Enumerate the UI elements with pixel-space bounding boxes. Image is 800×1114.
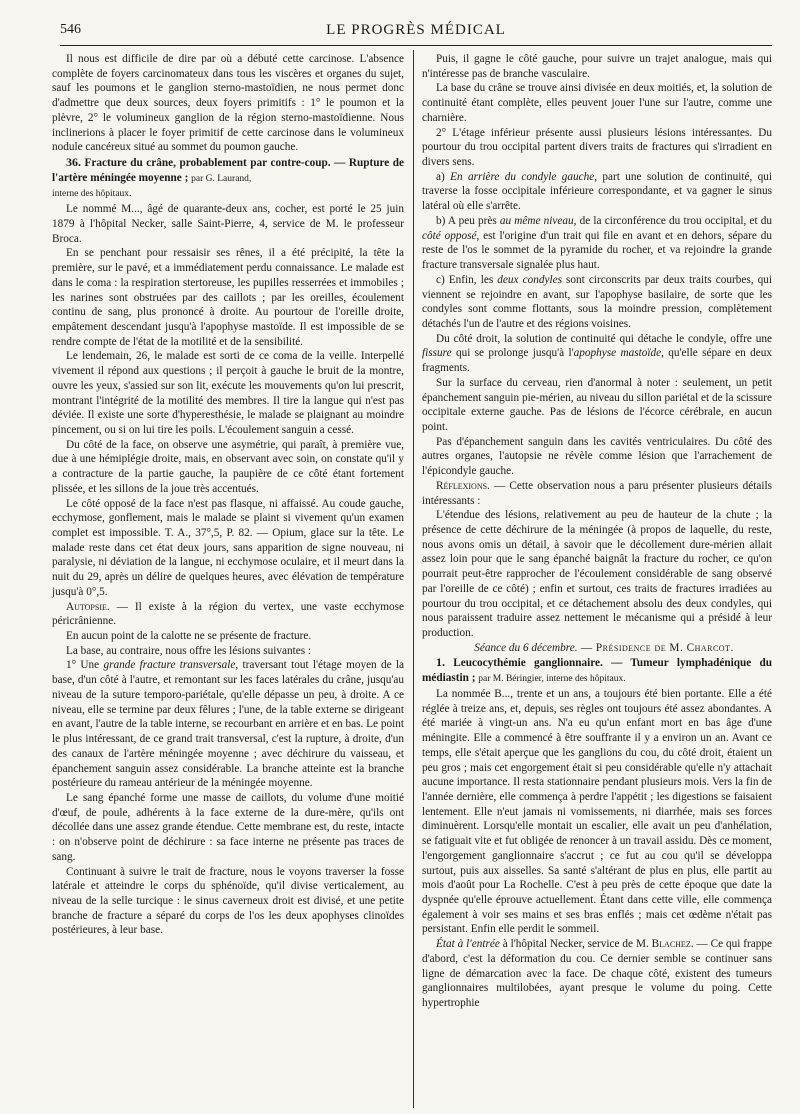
paragraph: Le côté opposé de la face n'est pas flasque, ni affaissé. Au coude gauche, ecchymose, gonflement, mais le malade se plaint si vivement qu'un examen complet est impossible. T. A., 37°,5, P. 82. — Opium, glace sur la tête. Le malade reste dans cet état deux jours, sans apparition de signe nouveau, ni paralysie, ni déviation de la langue, ni ecchymose oculaire, et il meurt dans la nuit du 29, après un délire de quelques heures, avec élévation de température jusqu'à 0°,5. [52, 497, 404, 598]
emphasis: En arrière du condyle gauche [450, 170, 595, 183]
paragraph [52, 600, 404, 629]
paragraph-text: — Il existe à la région du vertex, une vaste ecchymose péricrânienne. [52, 600, 404, 628]
article-number: 1. [436, 655, 445, 670]
paragraph: L'étendue des lésions, relativement au peu de hauteur de la chute ; la présence de cette déchirure de la méningée (à propos de laquelle, du reste, nous avons omis un détail, à savoir que le décollement dure-mérien allait assez loin pour que le sang épanché baignât la fracture du rocher, ce qu'on pourrait peut-être rapprocher de l'écoulement considérable de sang observé par l'oreille de ce côté) ; enfin et surtout, ces traits de fractures irradiées au pourtour du trou occipital, et ce détachement absolu des deux condyles, qui nous paraissent traduire assez nettement le mécanisme qui a présidé à leur production. [422, 509, 772, 640]
section-label: Autopsie. [66, 600, 110, 613]
emphasis: grande fracture transversale [103, 659, 236, 672]
paragraph-text: , qu'elle sépare en deux fragments. [422, 347, 772, 375]
article-author: par M. Béringier, interne des hôpitaux. [478, 674, 626, 685]
paragraph-text: Du côté droit, la solution de continuité qui détache le condyle, offre une [436, 332, 772, 345]
paragraph-text: . — Ce qui frappe d'abord, c'est la déformation du cou. Ce dernier semble se continuer sans ligne de démarcation avec la face. De chaque côté, existent des tumeurs ganglionnaires multilobées, ayant presque le volume du poing. Cette hypertrophie [422, 938, 772, 1009]
paragraph [422, 479, 772, 508]
right-column [422, 52, 772, 1011]
page-number: 546 [60, 22, 81, 37]
paragraph-text: sont circonscrits par deux traits courbes, qui viennent se rejoindre en avant, sur l'apophyse basilaire, de sorte que les condyles sont comme flottants, sous la moindre pression, complètement détachés l'un de l'autre et des régions voisines. [422, 273, 772, 330]
paragraph-text: , traversant tout l'étage moyen de la base, d'un côté à l'autre, et remontant sur les faces latérales du crâne, jusqu'au niveau de la suture temporo-pariétale, qu'elle dépasse un peu, à droite. A ce niveau, elle se termine par deux fêlures ; l'une, de la table externe se dirigeant en avant, l'autre de la table interne, se recourbant en arrière et en bas. Le point le plus intéressant, de ce grand trait transversal, c'est la rupture, à droite, d'un des canaux de l'artère méningée moyenne ; avec déchirure du vaisseau, et épanchement sanguin assez considérable. La branche atteinte est la branche postérieure du rameau antérieur de la méningée moyenne. [52, 659, 404, 790]
emphasis: fissure [422, 347, 452, 360]
paragraph [422, 214, 772, 273]
paragraph [422, 273, 772, 332]
left-column [52, 52, 404, 938]
paragraph [422, 332, 772, 376]
paragraph-text: 1° Une [66, 659, 104, 672]
paragraph: Le lendemain, 26, le malade est sorti de ce coma de la veille. Interpellé vivement il répond aux questions ; il perçoit à gauche le bruit de la montre, ouvre les yeux, s'assied sur son lit, exécute les mouvements qu'on lui prescrit, montrant l'intégrité de la motilité des membres. Il tire la langue qui n'est pas déviée. Il existe une sorte d'hyperesthésie, le malade se plaignant au moindre pincement, ou si on lui tire les poils. L'écoulement sanguin a cessé. [52, 350, 404, 436]
paragraph-text: c) Enfin, les [436, 273, 498, 286]
journal-title: LE PROGRÈS MÉDICAL [326, 22, 506, 38]
paragraph-text: , de la circonférence du trou occipital, et du [573, 214, 772, 227]
session-president: — Présidence de M. Charcot. [577, 641, 734, 654]
paragraph-text: , est l'origine d'un trait qui file en avant et en dehors, sépare du reste de l'os le sommet de la pyramide du rocher, et va rejoindre la grande fracture transversale signalée plus haut. [422, 229, 773, 272]
session-heading [422, 641, 772, 656]
paragraph: La nommée B..., trente et un ans, a toujours été bien portante. Elle a été réglée à treize ans, et, depuis, ses règles ont toujours été assez abondantes. A été mariée à vingt-un ans. N'a eu qu'un enfant mort en bas âge d'une méningite. Elle a commencé à être souffrante il y a environ un an. Avant ce temps, elle s'était aperçue que les ganglions du cou, du côté droit, étaient un peu gros ; mais cet engorgement était si peu considérable qu'elle n'y attachait aucune importance. Il resta stationnaire pendant plusieurs mois. Vers la fin de l'année dernière, elle commença à perdre l'appétit ; les digestions se faisaient lentement. Elle n'eut jamais ni vomissements, ni diarrhée, mais ses forces diminuèrent. Lorsqu'elle montait un escalier, elle avait un peu d'anhélation, se fatiguait vite et fut obligée de renoncer à un travail assidu. Dès ce moment, l'engorgement ganglionnaire s'accrut ; ce fut au cou qu'il se développa surtout, puis aux aisselles. Sa santé s'altérant de plus en plus, elle partit au mois d'août pour La Rochelle. C'est à peu près de cette époque que date la dyspnée qu'elle éprouve actuellement. Étant dans cette ville, elle commença également à voir ses mains et ses bras enflés ; mais cet œdème n'était pas persistant. Enfin elle perdit le sommeil. [422, 687, 772, 936]
paragraph: La base, au contraire, nous offre les lésions suivantes : [66, 644, 312, 657]
paragraph-text: , part une solution de continuité, qui traverse la fosse occipitale inférieure correspondante, et va gagner le sinus latéral où elle s'arrête. [422, 170, 772, 213]
article-number: 36. [66, 155, 81, 170]
physician-name: Blachez [651, 938, 691, 951]
paragraph [422, 170, 772, 214]
paragraph-text: qui se prolonge jusqu'à l' [451, 347, 574, 360]
emphasis: deux condyles [497, 273, 562, 286]
paragraph-text: à l'hôpital Necker, service de M. [499, 938, 652, 951]
header-rule [60, 45, 772, 46]
paragraph: Pas d'épanchement sanguin dans les cavités ventriculaires. Du côté des autres organes, l'autopsie ne révèle comme lésion que l'arrachement de l'épicondyle gauche. [422, 435, 772, 478]
page-header [60, 22, 772, 44]
paragraph: Sur la surface du cerveau, rien d'anormal à noter : seulement, un petit épanchement sanguin pie-mérien, au niveau du sillon pariétal et de la scissure occipitale externe gauche. Pas de lésions de l'écorce cérébrale, en aucun point. [422, 376, 772, 433]
article-author-role: interne des hôpitaux. [52, 189, 132, 200]
paragraph [422, 937, 772, 1011]
paragraph: En se penchant pour ressaisir ses rênes, il a été précipité, la tête la première, sur le pavé, et a immédiatement perdu connaissance. Le malade est dans le coma : la respiration stertoreuse, les pupilles resserrées et immobiles ; les narines sont obstruées par des caillots ; par les oreilles, écoulement continu de sang, plus prononcé à droite. Au pourtour de l'oreille droite, empâtement descendant jusqu'à l'apophyse mastoïde. Il est impossible de se rendre compte de l'état de la motilité et de la sensibilité. [52, 247, 404, 348]
emphasis: côté opposé [422, 229, 477, 242]
paragraph-text: b) A peu près [436, 214, 500, 227]
paragraph: Du côté de la face, on observe une asymétrie, qui paraît, à première vue, due à une hémiplégie droite, mais, en observant avec soin, on constate qu'il y a contracture de la partie gauche, la paupière de ce côté étant fortement plissée, et les sillons de la joue très accentués. [52, 438, 404, 495]
paragraph-text: — Cette observation nous a paru présenter plusieurs détails intéressants : [422, 479, 772, 507]
paragraph: 2° L'étage inférieur présente aussi plusieurs lésions intéressantes. Du pourtour du trou occipital partent divers traits de fractures qui s'irradient en divers sens. [422, 126, 772, 169]
paragraph: Il nous est difficile de dire par où a débuté cette carcinose. L'absence complète de foyers carcinomateux dans tous les viscères et organes du sujet, sauf les poumons et le ganglion sterno-mastoïdien, ne nous permet donc d'admettre que deux sources, deux foyers primitifs : 1° le poumon et la plèvre, 2° le volumineux ganglion de la région sterno-mastoïdienne. Nous inclinerions à placer le foyer primitif de cette carcinose dans le volumineux nodule cancéreux situé au sommet du poumon gauche. [52, 53, 404, 154]
paragraph: Le sang épanché forme une masse de caillots, du volume d'une moitié d'œuf, de poule, adhérents à la face externe de la dure-mère, qu'ils ont décollée dans une assez grande étendue. Cette membrane est, du reste, intacte : on n'observe point de déchirure : sa face interne ne présente pas traces de sang. [52, 791, 404, 863]
section-label: Réflexions. [436, 479, 490, 492]
paragraph: Puis, il gagne le côté gauche, pour suivre un trajet analogue, mais qui n'intéresse pas de branche vasculaire. [422, 53, 772, 80]
article-title: Fracture du crâne, probablement par contre-coup. — Rupture de l'artère méningée moyenne ; [52, 157, 405, 184]
article-heading [52, 155, 404, 202]
article-author: par G. Laurand, [191, 173, 252, 184]
emphasis: apophyse mastoïde [573, 347, 662, 360]
paragraph: Continuant à suivre le trait de fracture, nous le voyons traverser la fosse latérale et atteindre le corps du sphénoïde, qu'il divise verticalement, au niveau de la selle turcique : le sinus caverneux droit est divisé, et une petite branche de fracture a séparé du corps de l'os les deux apophyses clinoïdes postérieures, à leur base. [52, 865, 404, 937]
column-divider [413, 50, 414, 1108]
paragraph: Le nommé M..., âgé de quarante-deux ans, cocher, est porté le 25 juin 1879 à l'hôpital Necker, salle Saint-Pierre, 4, service de M. le professeur Broca. [52, 203, 404, 245]
article-heading [422, 655, 772, 686]
paragraph-text: a) [436, 170, 451, 183]
emphasis: État à l'entrée [436, 938, 500, 951]
paragraph: En aucun point de la calotte ne se présente de fracture. [66, 630, 312, 643]
paragraph [52, 658, 404, 790]
article-title: Leucocythémie ganglionnaire. — Tumeur lymphadénique du médiastin ; [422, 657, 772, 685]
session-date: Séance du 6 décembre. [474, 641, 578, 654]
paragraph: La base du crâne se trouve ainsi divisée en deux moitiés, et, la solution de continuité étant complète, elles peuvent jouer l'une sur l'autre, comme une charnière. [422, 82, 772, 124]
emphasis: au même niveau [499, 214, 574, 227]
